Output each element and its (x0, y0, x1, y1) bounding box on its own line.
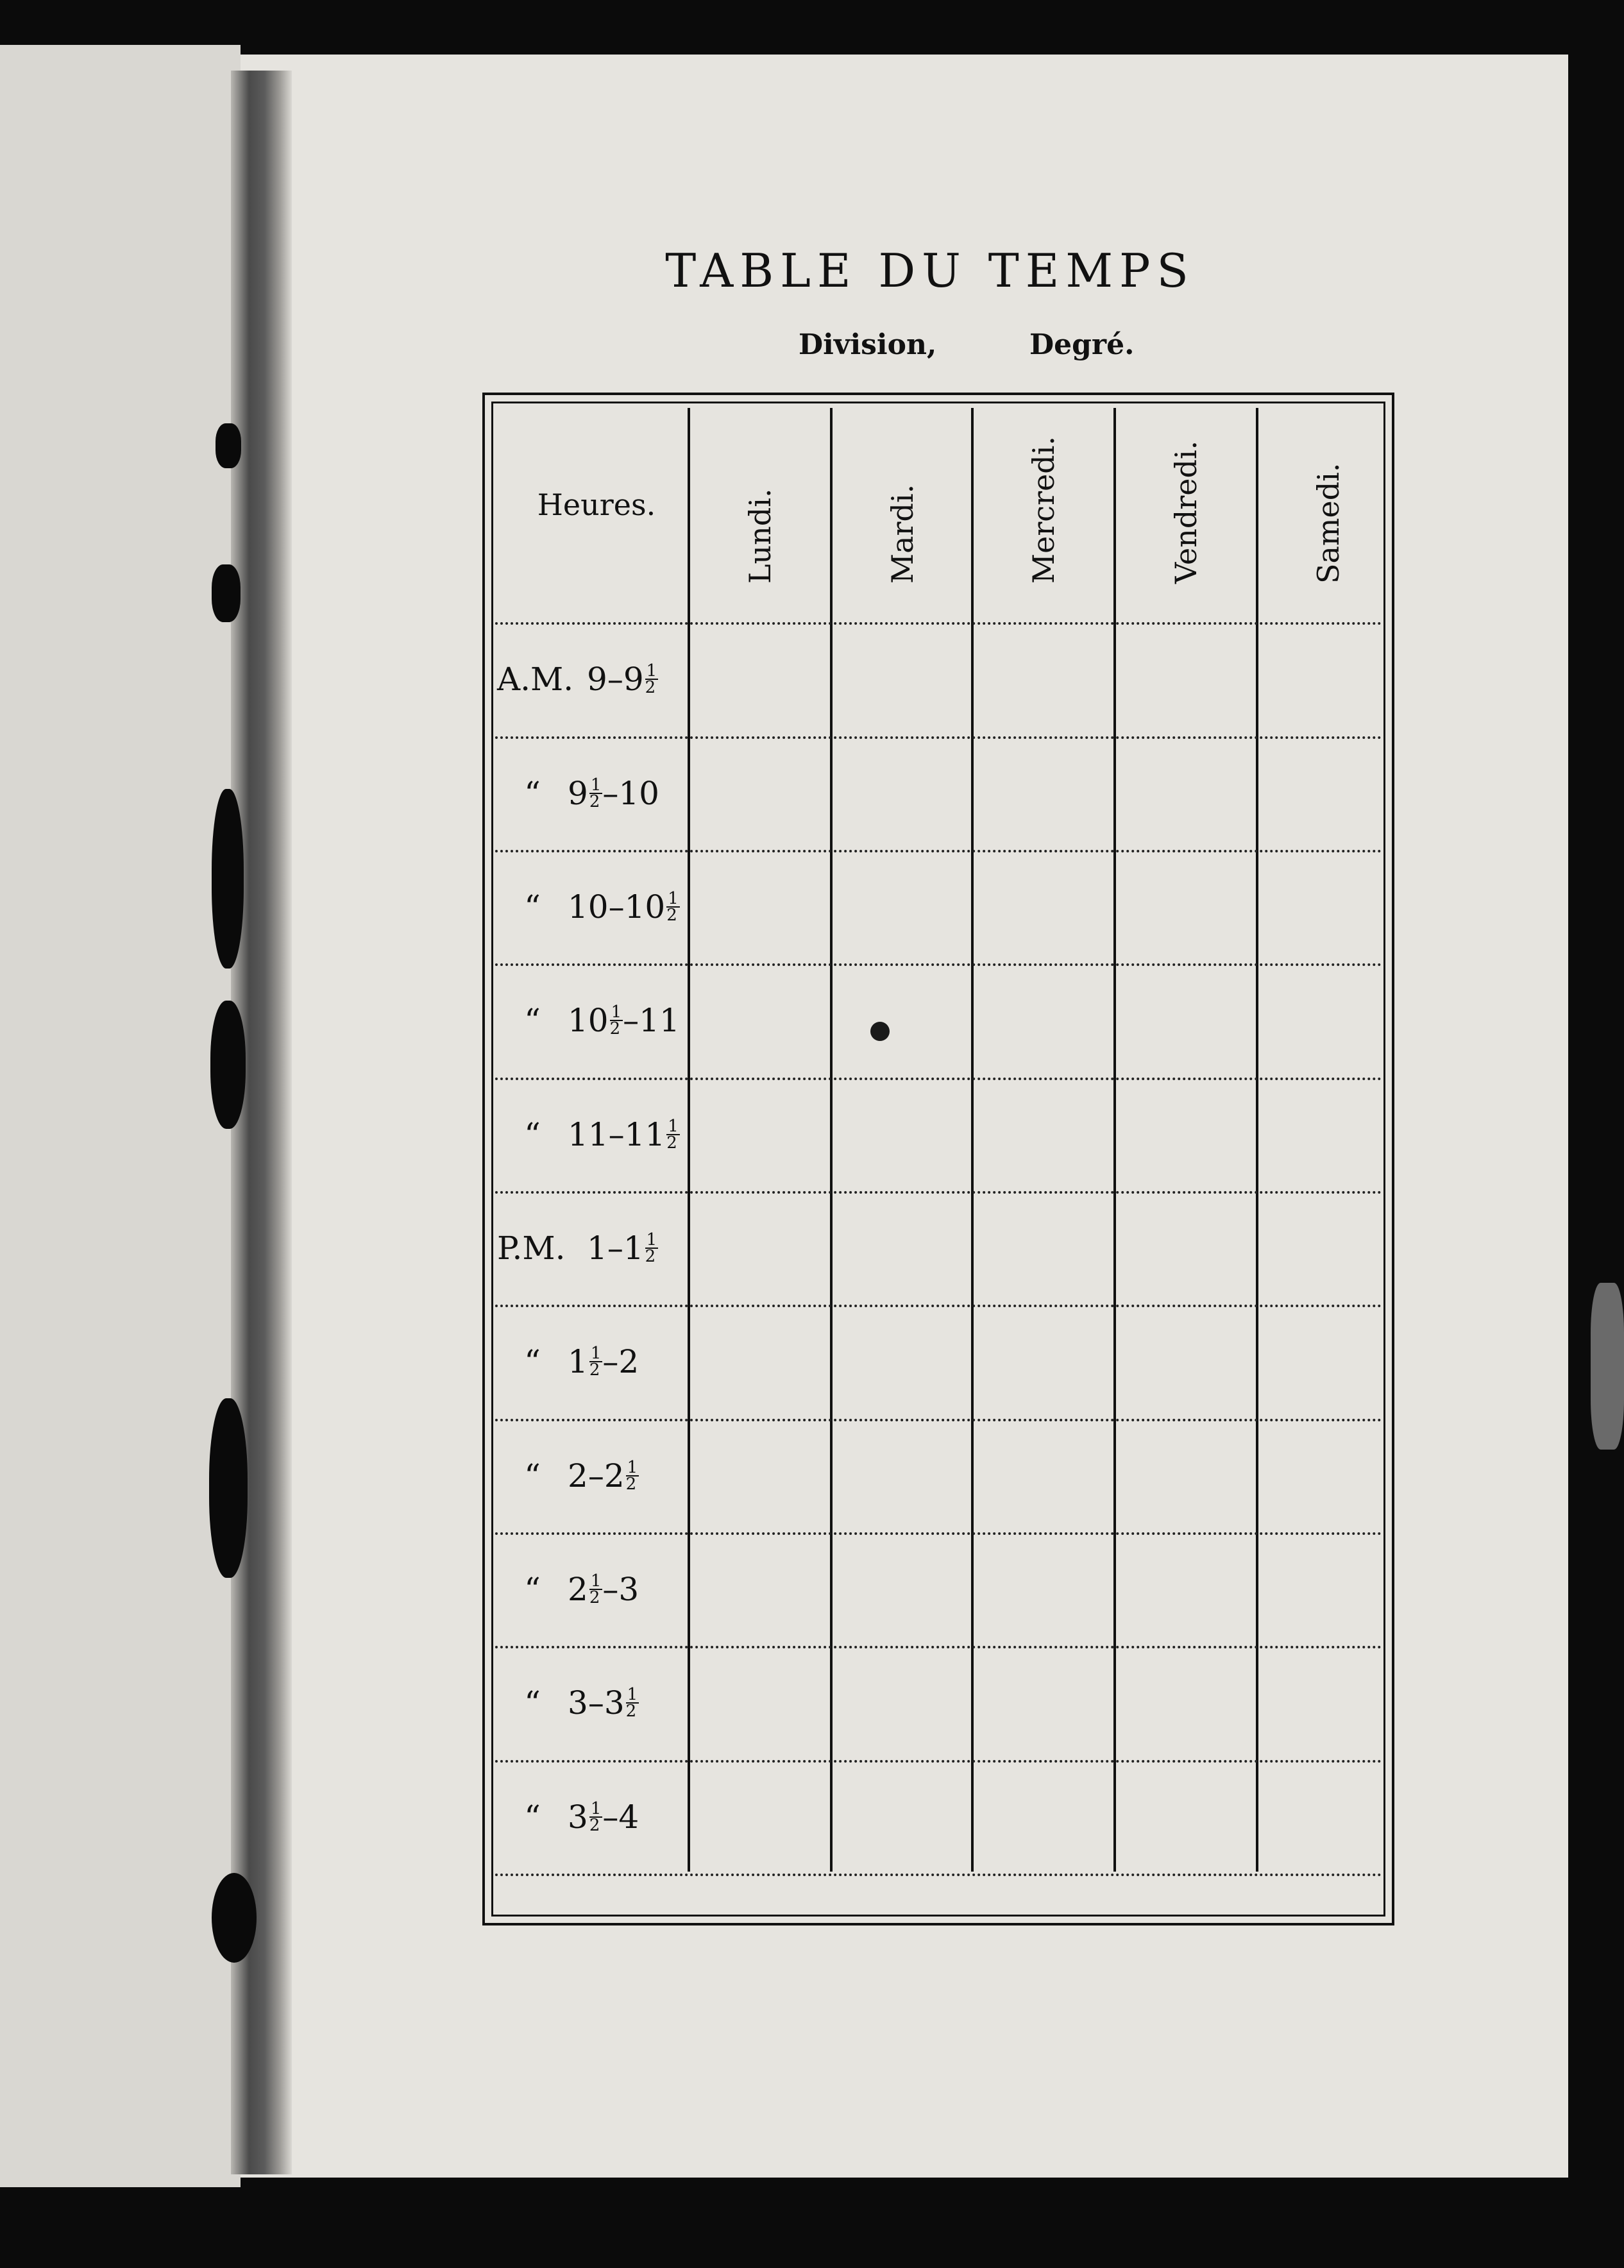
tear-mark (209, 1398, 248, 1578)
time-end-fraction: $\frac{1}{2}$ (666, 889, 679, 925)
row-rule (495, 963, 1382, 966)
time-label (497, 661, 689, 698)
time-start-fraction: $\frac{1}{2}$ (589, 1344, 602, 1380)
column-rule (1256, 408, 1258, 1872)
degre-label: Degré. (1029, 328, 1135, 361)
row-rule (495, 622, 1382, 625)
time-label (497, 1116, 689, 1153)
time-end: 11 (639, 1002, 680, 1039)
time-end: 10 (624, 888, 666, 926)
time-start: 1 (587, 1230, 607, 1267)
time-prefix: “ (524, 775, 541, 812)
row-rule (495, 1419, 1382, 1421)
header-day-mardi: Mardi. (885, 484, 920, 584)
time-start-fraction: $\frac{1}{2}$ (589, 1799, 602, 1835)
left-page (0, 45, 241, 2187)
time-label (497, 1798, 689, 1836)
header-day-mercredi: Mercredi. (1026, 436, 1061, 584)
row-rule (495, 1874, 1382, 1876)
time-end-fraction: $\frac{1}{2}$ (625, 1685, 638, 1721)
division-label: Division, (799, 328, 937, 361)
time-end: 3 (604, 1684, 625, 1722)
time-label (497, 1230, 689, 1267)
ink-speck (1591, 1283, 1624, 1450)
time-end-fraction: $\frac{1}{2}$ (625, 1458, 638, 1494)
time-start: 11 (568, 1116, 609, 1153)
time-end: 1 (623, 1230, 644, 1267)
row-rule (495, 850, 1382, 852)
time-start: 2 (568, 1457, 588, 1494)
column-rule (1113, 408, 1116, 1872)
time-separator: – (608, 888, 625, 926)
time-separator: – (608, 1116, 625, 1153)
time-separator: – (602, 1343, 619, 1380)
header-day-lundi: Lundi. (743, 488, 777, 584)
row-rule (495, 1191, 1382, 1194)
row-rule (495, 1646, 1382, 1648)
row-rule (495, 1532, 1382, 1535)
time-end: 10 (618, 775, 659, 812)
time-separator: – (602, 1798, 619, 1836)
row-rule (495, 736, 1382, 739)
row-rule (495, 1305, 1382, 1307)
time-separator: – (607, 661, 623, 698)
time-start: 3 (568, 1798, 588, 1836)
page-title: TABLE DU TEMPS (665, 244, 1195, 298)
time-end: 2 (618, 1343, 639, 1380)
time-start: 10 (568, 1002, 609, 1039)
book-gutter (231, 71, 292, 2174)
time-separator: – (588, 1457, 604, 1494)
time-start: 9 (568, 775, 588, 812)
time-end-fraction: $\frac{1}{2}$ (645, 661, 657, 697)
row-rule (495, 1760, 1382, 1763)
time-separator: – (607, 1230, 623, 1267)
time-start-fraction: $\frac{1}{2}$ (589, 1571, 602, 1607)
time-prefix: A.M. (497, 661, 574, 698)
time-end: 9 (623, 661, 644, 698)
time-start-fraction: $\frac{1}{2}$ (589, 775, 602, 811)
time-label (497, 775, 689, 812)
time-end: 11 (624, 1116, 666, 1153)
time-prefix: “ (524, 1798, 541, 1836)
time-end-fraction: $\frac{1}{2}$ (645, 1230, 657, 1266)
time-prefix: “ (524, 888, 541, 926)
time-prefix: “ (524, 1571, 541, 1608)
time-start: 3 (568, 1684, 588, 1722)
time-label (497, 1571, 689, 1608)
time-prefix: “ (524, 1684, 541, 1722)
row-rule (495, 1078, 1382, 1080)
header-day-samedi: Samedi. (1311, 462, 1346, 584)
time-label (497, 1002, 689, 1039)
time-separator: – (588, 1684, 604, 1722)
header-heures: Heures. (537, 487, 656, 522)
time-prefix: “ (524, 1002, 541, 1039)
time-end: 2 (604, 1457, 625, 1494)
tear-mark (212, 564, 241, 622)
time-separator: – (602, 1571, 619, 1608)
time-label (497, 1684, 689, 1722)
time-prefix: “ (524, 1343, 541, 1380)
time-start: 10 (568, 888, 609, 926)
time-separator: – (623, 1002, 639, 1039)
time-end: 4 (618, 1798, 639, 1836)
tear-mark (210, 1001, 246, 1129)
column-rule (971, 408, 974, 1872)
time-start: 2 (568, 1571, 588, 1608)
time-end-fraction: $\frac{1}{2}$ (666, 1117, 679, 1153)
time-end: 3 (618, 1571, 639, 1608)
header-day-vendredi: Vendredi. (1169, 440, 1203, 584)
time-start: 9 (587, 661, 607, 698)
column-rule (830, 408, 833, 1872)
time-prefix: “ (524, 1457, 541, 1494)
tear-mark (212, 789, 244, 969)
time-label (497, 888, 689, 926)
tear-mark (216, 423, 241, 468)
time-prefix: P.M. (497, 1230, 566, 1267)
time-label (497, 1343, 689, 1380)
time-separator: – (602, 775, 619, 812)
time-label (497, 1457, 689, 1494)
time-prefix: “ (524, 1116, 541, 1153)
time-start: 1 (568, 1343, 588, 1380)
tear-mark (212, 1873, 257, 1963)
time-start-fraction: $\frac{1}{2}$ (609, 1003, 622, 1038)
